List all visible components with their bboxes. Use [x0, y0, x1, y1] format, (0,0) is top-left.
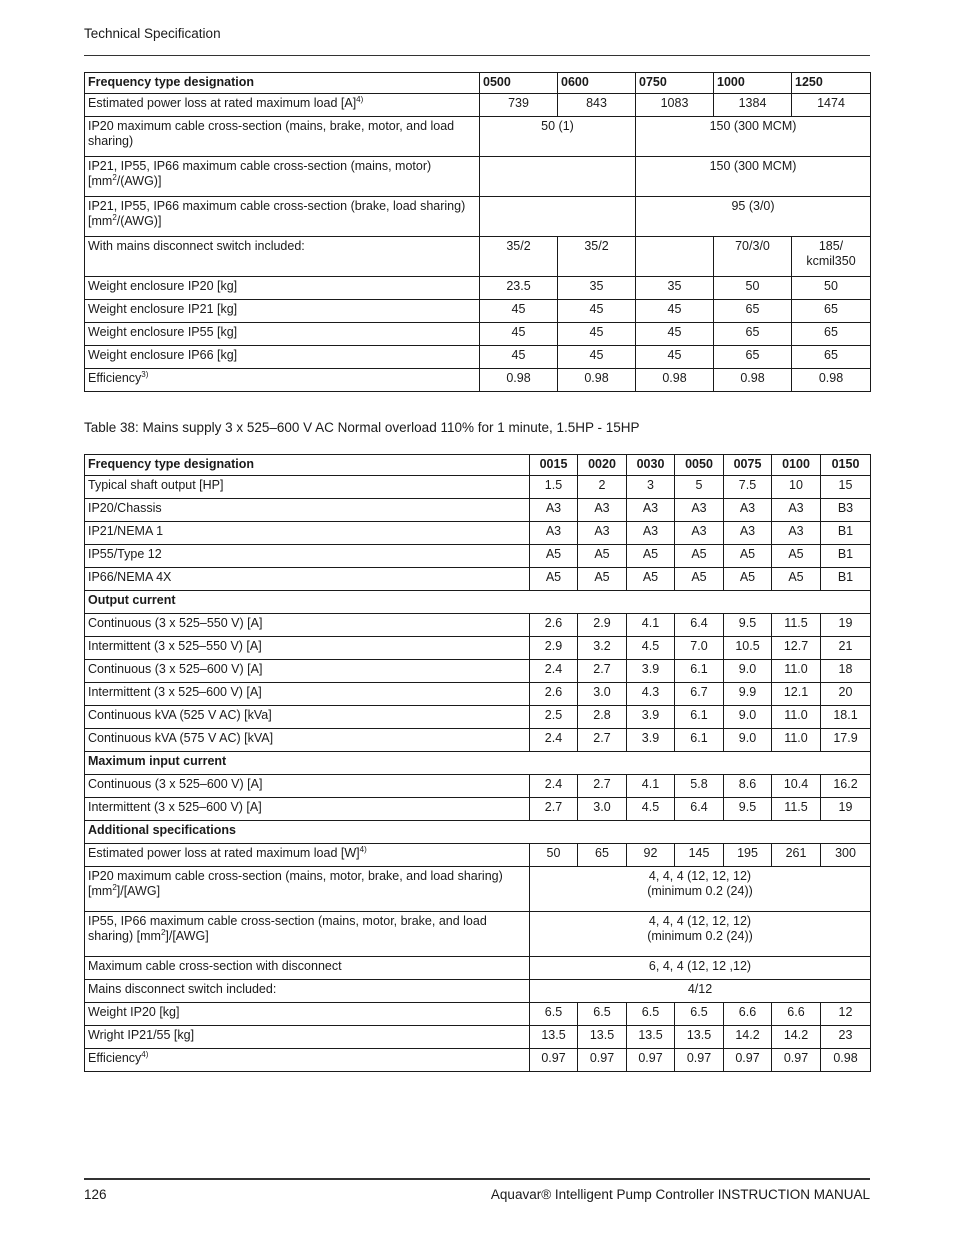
table-cell: 4/12 [530, 979, 871, 1002]
table-row [85, 368, 871, 391]
table-cell: 19 [821, 613, 871, 636]
row-label: IP20 maximum cable cross-section (mains, motor, brake, and load sharing) $[mm^2]/[AWG]$ [85, 866, 530, 911]
table-row [85, 345, 871, 368]
table-cell: 11.0 [772, 659, 821, 682]
table-cell: A3 [578, 521, 627, 544]
table-row [85, 116, 871, 156]
table-cell: 145 [675, 843, 724, 866]
row-label: Intermittent (3 x 525–600 V) [A] [85, 797, 530, 820]
table-row [85, 797, 871, 820]
table-cell: 5 [675, 475, 724, 498]
table-cell: A5 [675, 544, 724, 567]
table-row [85, 911, 871, 956]
table-cell: 21 [821, 636, 871, 659]
table-cell: 843 [558, 93, 636, 116]
row-label: IP66/NEMA 4X [85, 567, 530, 590]
table-cell: 4.5 [627, 797, 675, 820]
table-cell [480, 156, 636, 196]
table-cell: 0.97 [724, 1048, 772, 1071]
table-row [85, 322, 871, 345]
table-row [85, 93, 871, 116]
table-cell: 150 (300 MCM) [636, 116, 871, 156]
row-label: IP55/Type 12 [85, 544, 530, 567]
section-row [85, 751, 871, 774]
table-row [85, 705, 871, 728]
table-cell: 10 [772, 475, 821, 498]
table-cell: 50 [792, 276, 871, 299]
section-row [85, 820, 871, 843]
table-cell: 45 [636, 322, 714, 345]
table-cell: 11.0 [772, 705, 821, 728]
table-cell: 45 [558, 322, 636, 345]
row-label: Maximum cable cross-section with disconnect [85, 956, 530, 979]
table-cell: 13.5 [530, 1025, 578, 1048]
table-row [85, 567, 871, 590]
table-cell: 35 [558, 276, 636, 299]
table-cell: 3.9 [627, 728, 675, 751]
row-label: Typical shaft output [HP] [85, 475, 530, 498]
table-row [85, 236, 871, 276]
column-header: 1000 [714, 73, 792, 94]
table-cell: 0.98 [558, 368, 636, 391]
table-cell: 150 (300 MCM) [636, 156, 871, 196]
table-row [85, 1002, 871, 1025]
row-label: Weight enclosure IP55 [kg] [85, 322, 480, 345]
section-row [85, 590, 871, 613]
section-heading: Output current [85, 590, 871, 613]
table-cell: 739 [480, 93, 558, 116]
table-cell: 20 [821, 682, 871, 705]
table-cell: A3 [627, 521, 675, 544]
table-cell: 65 [792, 299, 871, 322]
table-cell: 0.97 [675, 1048, 724, 1071]
table-cell: 35/2 [558, 236, 636, 276]
table-cell: 65 [792, 345, 871, 368]
table-cell: A5 [772, 544, 821, 567]
row-label: IP21/NEMA 1 [85, 521, 530, 544]
table-cell: A3 [627, 498, 675, 521]
table-row [85, 196, 871, 236]
table-cell: 5.8 [675, 774, 724, 797]
table-row [85, 659, 871, 682]
table-cell: 0.97 [530, 1048, 578, 1071]
table-cell: 8.6 [724, 774, 772, 797]
table-cell: A3 [724, 521, 772, 544]
table-cell: 35/2 [480, 236, 558, 276]
table-cell: 13.5 [675, 1025, 724, 1048]
table-cell: 0.98 [714, 368, 792, 391]
table-cell: 17.9 [821, 728, 871, 751]
row-label: Weight enclosure IP20 [kg] [85, 276, 480, 299]
table-cell: 0.97 [578, 1048, 627, 1071]
column-header: 0600 [558, 73, 636, 94]
table-cell: 65 [714, 299, 792, 322]
row-label: Estimated power loss at rated maximum load $[W]^{4)}$ [85, 843, 530, 866]
table-cell: 92 [627, 843, 675, 866]
table-cell: 3.0 [578, 797, 627, 820]
column-header: 0075 [724, 455, 772, 476]
table-row [85, 843, 871, 866]
table-cell: A3 [675, 498, 724, 521]
table-cell: 14.2 [724, 1025, 772, 1048]
column-header: 0020 [578, 455, 627, 476]
table-cell: 0.98 [636, 368, 714, 391]
table-cell: 0.98 [792, 368, 871, 391]
table-cell: 6.6 [724, 1002, 772, 1025]
table-header-row [85, 73, 871, 94]
table-cell: 15 [821, 475, 871, 498]
table-cell: 12 [821, 1002, 871, 1025]
table-row [85, 498, 871, 521]
row-label: Continuous kVA (575 V AC) [kVA] [85, 728, 530, 751]
table-cell: 2.7 [578, 728, 627, 751]
footer-title: Aquavar® Intelligent Pump Controller INSTRUCTION MANUAL [490, 1187, 870, 1202]
table-cell: 10.4 [772, 774, 821, 797]
table-cell: 35 [636, 276, 714, 299]
row-label: Intermittent (3 x 525–600 V) [A] [85, 682, 530, 705]
row-label: IP20 maximum cable cross-section (mains, brake, motor, and load sharing) [85, 116, 480, 156]
table-cell: 45 [480, 345, 558, 368]
row-label: Weight enclosure IP21 [kg] [85, 299, 480, 322]
table-cell: 0.97 [772, 1048, 821, 1071]
table-cell: 261 [772, 843, 821, 866]
table-row [85, 866, 871, 911]
table-row [85, 156, 871, 196]
table-cell: 9.0 [724, 728, 772, 751]
column-header: 0500 [480, 73, 558, 94]
table-cell: 19 [821, 797, 871, 820]
table-cell: A3 [724, 498, 772, 521]
table-cell [636, 236, 714, 276]
row-label: Mains disconnect switch included: [85, 979, 530, 1002]
table-cell: 4, 4, 4 (12, 12, 12) (minimum 0.2 (24)) [530, 866, 871, 911]
table-cell: 0.97 [627, 1048, 675, 1071]
table-cell [480, 196, 636, 236]
table-cell: A3 [578, 498, 627, 521]
table-row [85, 956, 871, 979]
table-cell: 3.0 [578, 682, 627, 705]
table-row [85, 636, 871, 659]
table-cell: A5 [530, 544, 578, 567]
table-cell: 45 [558, 345, 636, 368]
table-cell: 2.7 [530, 797, 578, 820]
column-header: 0050 [675, 455, 724, 476]
table-cell: 7.5 [724, 475, 772, 498]
table-cell: 45 [558, 299, 636, 322]
table-cell: 11.0 [772, 728, 821, 751]
table-cell: 11.5 [772, 797, 821, 820]
table-cell: 0.98 [821, 1048, 871, 1071]
table-row [85, 521, 871, 544]
table-row [85, 728, 871, 751]
table-cell: 1083 [636, 93, 714, 116]
table-cell: 9.5 [724, 613, 772, 636]
table-cell: 65 [578, 843, 627, 866]
table-cell: 6.4 [675, 797, 724, 820]
column-header: 0100 [772, 455, 821, 476]
table-cell: 11.5 [772, 613, 821, 636]
row-label: Estimated power loss at rated maximum load $[A]^{4)}$ [85, 93, 480, 116]
table-cell: 6.7 [675, 682, 724, 705]
section-heading: Additional specifications [85, 820, 871, 843]
table-cell: A5 [627, 567, 675, 590]
column-header: 0015 [530, 455, 578, 476]
table-cell: 14.2 [772, 1025, 821, 1048]
row-label: Efficiency$^{4)}$ [85, 1048, 530, 1071]
row-label: Wright IP21/55 [kg] [85, 1025, 530, 1048]
table-cell: 6.5 [627, 1002, 675, 1025]
table-cell: 65 [714, 322, 792, 345]
table-cell: A3 [530, 498, 578, 521]
table-caption: Table 38: Mains supply 3 x 525–600 V AC Normal overload 110% for 1 minute, 1.5HP - 15HP [84, 420, 640, 435]
table-cell: A5 [772, 567, 821, 590]
table-cell: 6.1 [675, 659, 724, 682]
table-row [85, 1025, 871, 1048]
table-cell: 50 [714, 276, 792, 299]
table-cell: B1 [821, 567, 871, 590]
table-cell: 6.4 [675, 613, 724, 636]
table-cell: 2.6 [530, 682, 578, 705]
table-cell: 13.5 [578, 1025, 627, 1048]
table-cell: 70/3/0 [714, 236, 792, 276]
table-cell: 2.5 [530, 705, 578, 728]
table-cell: 4.5 [627, 636, 675, 659]
table-cell: 195 [724, 843, 772, 866]
table-cell: 10.5 [724, 636, 772, 659]
table-cell: 6.5 [675, 1002, 724, 1025]
running-header: Technical Specification [84, 26, 221, 41]
table-row [85, 544, 871, 567]
table-cell: 6.5 [530, 1002, 578, 1025]
table-cell: A5 [578, 567, 627, 590]
row-label: IP21, IP55, IP66 maximum cable cross-section (brake, load sharing) $[mm^2/(AWG)]$ [85, 196, 480, 236]
table-cell: 7.0 [675, 636, 724, 659]
table-cell: 2.4 [530, 728, 578, 751]
table-cell: 2.9 [530, 636, 578, 659]
table-cell: 2.7 [578, 774, 627, 797]
table-cell: 9.5 [724, 797, 772, 820]
table-cell: 16.2 [821, 774, 871, 797]
column-header: 0030 [627, 455, 675, 476]
table-cell: 2 [578, 475, 627, 498]
row-label: Continuous (3 x 525–550 V) [A] [85, 613, 530, 636]
table-cell: B1 [821, 521, 871, 544]
table-cell: A5 [724, 544, 772, 567]
row-label: IP20/Chassis [85, 498, 530, 521]
table-cell: 2.4 [530, 659, 578, 682]
table-cell: B3 [821, 498, 871, 521]
row-label: Continuous (3 x 525–600 V) [A] [85, 774, 530, 797]
table-cell: 9.0 [724, 659, 772, 682]
header-rule [84, 55, 870, 56]
table-cell: 45 [480, 322, 558, 345]
table-cell: 65 [714, 345, 792, 368]
table-cell: 6.1 [675, 705, 724, 728]
column-header: Frequency type designation [85, 73, 480, 94]
column-header: 0750 [636, 73, 714, 94]
table-body [85, 475, 871, 1071]
table-cell: 4, 4, 4 (12, 12, 12) (minimum 0.2 (24)) [530, 911, 871, 956]
table-cell: 45 [636, 345, 714, 368]
table-cell: 95 (3/0) [636, 196, 871, 236]
table-cell: 23 [821, 1025, 871, 1048]
row-label: IP55, IP66 maximum cable cross-section (mains, motor, brake, and load sharing) $[mm^2]/[AWG]$ [85, 911, 530, 956]
table-cell: 2.8 [578, 705, 627, 728]
table-row [85, 276, 871, 299]
table-cell: 3 [627, 475, 675, 498]
table-row [85, 774, 871, 797]
row-label: Weight IP20 [kg] [85, 1002, 530, 1025]
table-cell: 9.9 [724, 682, 772, 705]
table-cell: 45 [636, 299, 714, 322]
page-number: 126 [84, 1187, 107, 1202]
table-cell: 18 [821, 659, 871, 682]
table-cell: A3 [530, 521, 578, 544]
table-cell: 12.1 [772, 682, 821, 705]
table-cell: 45 [480, 299, 558, 322]
table-cell: 50 [530, 843, 578, 866]
section-heading: Maximum input current [85, 751, 871, 774]
table-row [85, 475, 871, 498]
table-cell: A5 [530, 567, 578, 590]
table-cell: 6.5 [578, 1002, 627, 1025]
table-cell: B1 [821, 544, 871, 567]
row-label: Weight enclosure IP66 [kg] [85, 345, 480, 368]
table-cell: A3 [772, 498, 821, 521]
table-cell: 3.9 [627, 659, 675, 682]
table-cell: 9.0 [724, 705, 772, 728]
table-cell: 2.4 [530, 774, 578, 797]
table-row [85, 299, 871, 322]
column-header: 1250 [792, 73, 871, 94]
table-row [85, 979, 871, 1002]
table-cell: 6.1 [675, 728, 724, 751]
table-cell: A3 [675, 521, 724, 544]
table-cell: 2.7 [578, 659, 627, 682]
row-label: Continuous (3 x 525–600 V) [A] [85, 659, 530, 682]
table-cell: 1474 [792, 93, 871, 116]
spec-table-1 [84, 72, 871, 392]
table-cell: 23.5 [480, 276, 558, 299]
table-header-row [85, 455, 871, 476]
row-label: Continuous kVA (525 V AC) [kVa] [85, 705, 530, 728]
table-cell: 0.98 [480, 368, 558, 391]
table-cell: 4.3 [627, 682, 675, 705]
spec-table-2 [84, 454, 871, 1072]
column-header: Frequency type designation [85, 455, 530, 476]
table-cell: 3.2 [578, 636, 627, 659]
table-cell: 13.5 [627, 1025, 675, 1048]
table-cell: 6, 4, 4 (12, 12 ,12) [530, 956, 871, 979]
table-cell: A5 [627, 544, 675, 567]
row-label: Intermittent (3 x 525–550 V) [A] [85, 636, 530, 659]
table-cell: 65 [792, 322, 871, 345]
table-cell: A5 [578, 544, 627, 567]
table-cell: 1384 [714, 93, 792, 116]
row-label: IP21, IP55, IP66 maximum cable cross-section (mains, motor) $[mm^2/(AWG)]$ [85, 156, 480, 196]
table-cell: 6.6 [772, 1002, 821, 1025]
row-label: Efficiency$^{3)}$ [85, 368, 480, 391]
table-cell: A5 [724, 567, 772, 590]
table-cell: 2.6 [530, 613, 578, 636]
table-row [85, 682, 871, 705]
table-cell: 50 (1) [480, 116, 636, 156]
table-cell: 4.1 [627, 774, 675, 797]
table-cell: 4.1 [627, 613, 675, 636]
table-cell: 3.9 [627, 705, 675, 728]
column-header: 0150 [821, 455, 871, 476]
table-cell: 12.7 [772, 636, 821, 659]
table-cell: 18.1 [821, 705, 871, 728]
table-cell: 300 [821, 843, 871, 866]
table-row [85, 613, 871, 636]
row-label: With mains disconnect switch included: [85, 236, 480, 276]
table-cell: 185/ kcmil350 [792, 236, 871, 276]
table-cell: 1.5 [530, 475, 578, 498]
table-cell: 2.9 [578, 613, 627, 636]
table-cell: A5 [675, 567, 724, 590]
table-row [85, 1048, 871, 1071]
table-cell: A3 [772, 521, 821, 544]
footer-rule [84, 1178, 870, 1180]
